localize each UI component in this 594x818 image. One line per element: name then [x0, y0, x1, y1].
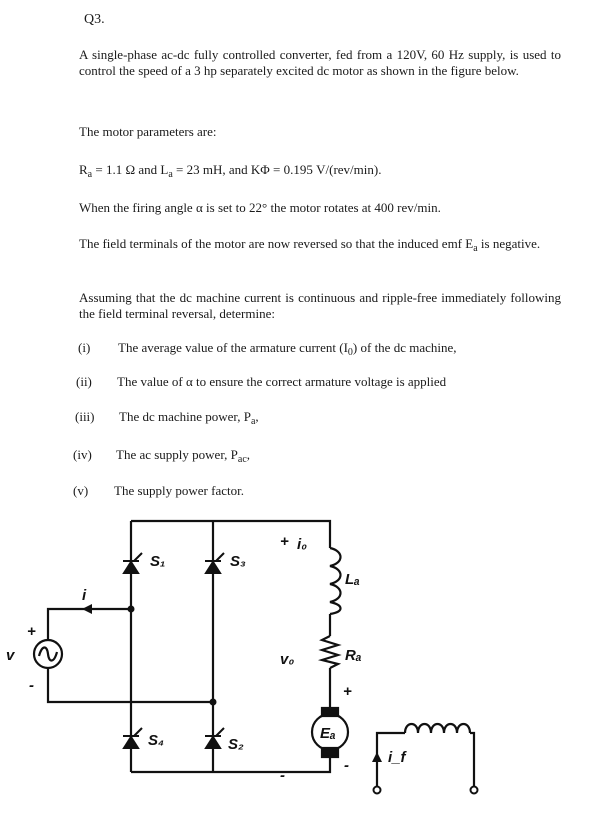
label-minus-source: -	[29, 677, 34, 694]
field-terminals	[374, 787, 478, 794]
item-text: The dc machine power, $P_a$,	[119, 409, 259, 427]
label-ra: Rₐ	[345, 647, 362, 664]
item-text: The average value of the armature current $(I_0)$ of the dc machine,	[118, 340, 457, 358]
label-if: i_f	[388, 749, 406, 766]
thyristor-s4	[123, 728, 142, 748]
label-minus-bottom: -	[280, 767, 285, 784]
resistor-ra	[322, 636, 338, 668]
field-current-arrow-icon	[372, 752, 382, 762]
params-heading: The motor parameters are:	[79, 124, 217, 139]
ac-source	[34, 640, 62, 668]
label-s3: S₃	[230, 553, 246, 570]
label-ea: Eₐ	[320, 725, 336, 742]
label-s2: S₂	[228, 736, 244, 753]
label-plus-source: +	[27, 623, 36, 640]
label-s1: S₁	[150, 553, 166, 570]
field-winding	[405, 724, 470, 733]
item-number: (v)	[73, 483, 89, 498]
label-plus-top: +	[280, 533, 289, 550]
inductor-la	[330, 548, 341, 614]
item-number: (iv)	[73, 447, 92, 462]
thyristors	[123, 553, 224, 748]
item-number: (i)	[78, 340, 91, 355]
params-line: $R_a = 1.1$ Ω and $L_a = 23$ mH, and KΦ = 0.195 V/(rev/min).	[79, 162, 382, 180]
label-minus-motor: -	[344, 757, 349, 774]
circuit-wires	[48, 521, 474, 787]
thyristor-s1	[123, 553, 142, 573]
item-number: (iii)	[75, 409, 95, 424]
label-plus-motor: +	[343, 683, 352, 700]
label-vo: v₀	[280, 651, 295, 668]
question-number: Q3.	[84, 12, 105, 27]
label-la: Lₐ	[345, 571, 360, 588]
item-number: (ii)	[76, 374, 92, 389]
label-s4: S₄	[148, 732, 165, 749]
assumption-paragraph: Assuming that the dc machine current is continuous and ripple-free immediately following the field terminal reversal, determine:	[79, 290, 561, 321]
item-text: The ac supply power, $P_{ac}$,	[116, 447, 251, 465]
firing-angle-line: When the firing angle α is set to 22° the motor rotates at 400 rev/min.	[79, 200, 441, 215]
thyristor-s2	[205, 728, 224, 748]
junction-dots	[128, 606, 217, 706]
item-text: The supply power factor.	[114, 483, 244, 498]
item-text: The value of α to ensure the correct armature voltage is applied	[117, 374, 447, 389]
field-reversal-paragraph: The field terminals of the motor are now reversed so that the induced emf $E_a$ is negative.	[79, 236, 541, 254]
intro-paragraph: A single-phase ac-dc fully controlled converter, fed from a 120V, 60 Hz supply, is used to control the speed of a 3 hp separately excited dc motor as shown in the figure below.	[79, 47, 561, 78]
current-arrow-icon	[82, 604, 92, 614]
label-io: i₀	[297, 536, 308, 553]
thyristor-s3	[205, 553, 224, 573]
label-v: v	[6, 647, 15, 664]
label-i: i	[82, 587, 87, 604]
